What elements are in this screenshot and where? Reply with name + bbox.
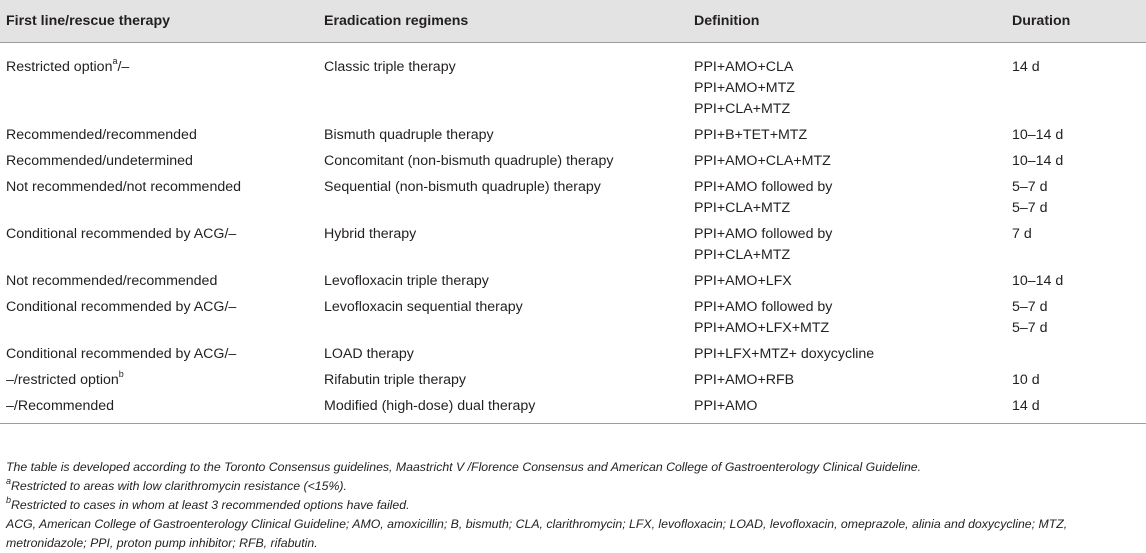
footnote-b-mark: b (6, 494, 12, 505)
duration-line: 14 d (1012, 59, 1040, 75)
table-footnotes (6, 458, 1142, 553)
therapy-text: –/restricted option (6, 372, 119, 388)
header-row (0, 0, 1146, 43)
cell-definition (688, 43, 1006, 121)
duration-line: 14 d (1012, 398, 1040, 414)
therapy-text: Recommended/recommended (6, 127, 197, 143)
duration-line: 10–14 d (1012, 127, 1064, 143)
definition-line: PPI+LFX+MTZ+ doxycycline (694, 346, 875, 362)
therapy-text: Conditional recommended by ACG/– (6, 226, 237, 242)
table-row (0, 391, 1146, 424)
cell-regimen: Concomitant (non-bismuth quadruple) therapy (324, 153, 614, 169)
table-row (0, 292, 1146, 339)
therapy-suffix: /– (117, 59, 130, 75)
definition-line: PPI+CLA+MTZ (694, 200, 791, 216)
therapy-footnote-mark: b (118, 369, 124, 380)
definition-line: PPI+AMO+MTZ (694, 80, 795, 96)
table-row (0, 365, 1146, 391)
therapy-text: –/Recommended (6, 398, 115, 414)
footnote-abbreviations: ACG, American College of Gastroenterology Clinical Guideline; AMO, amoxicillin; B, bismuth; CLA, clarithromycin; LFX, levofloxacin; LOAD, levofloxacin, omeprazole, alinia and doxycycline; MTZ, metronidazole; PPI, proton pump inhibitor; RFB, rifabutin. (6, 517, 1068, 550)
therapy-text: Conditional recommended by ACG/– (6, 346, 237, 362)
definition-line: PPI+AMO+CLA+MTZ (694, 153, 831, 169)
cell-definition (688, 292, 1006, 339)
therapy-text: Not recommended/not recommended (6, 179, 242, 195)
table-row (0, 339, 1146, 365)
cell-regimen: Levofloxacin sequential therapy (324, 299, 523, 315)
table-row (0, 266, 1146, 292)
cell-duration (1006, 172, 1146, 219)
header-definition: Definition (688, 0, 1006, 43)
table-header (0, 0, 1146, 43)
cell-therapy (0, 365, 318, 391)
header-therapy: First line/rescue therapy (0, 0, 318, 43)
header-duration: Duration (1006, 0, 1146, 43)
cell-definition (688, 219, 1006, 266)
cell-therapy (0, 219, 318, 266)
cell-duration (1006, 365, 1146, 391)
cell-regimen: Rifabutin triple therapy (324, 372, 466, 388)
footnote-b (6, 496, 1142, 515)
therapy-text: Not recommended/recommended (6, 273, 218, 289)
cell-definition (688, 146, 1006, 172)
duration-line: 5–7 d (1012, 320, 1048, 336)
cell-therapy (0, 172, 318, 219)
cell-definition (688, 365, 1006, 391)
cell-regimen: Modified (high-dose) dual therapy (318, 391, 688, 424)
table-row (0, 43, 1146, 121)
definition-line: PPI+AMO followed by (694, 179, 833, 195)
cell-therapy (0, 292, 318, 339)
cell-regimen: LOAD therapy (324, 346, 414, 362)
therapy-footnote-mark: a (112, 56, 118, 67)
cell-regimen: Levofloxacin triple therapy (324, 273, 489, 289)
cell-duration (1006, 339, 1146, 365)
therapy-text: Restricted option (6, 59, 113, 75)
definition-line: PPI+AMO followed by (694, 226, 833, 242)
table-row (0, 146, 1146, 172)
cell-duration (1006, 219, 1146, 266)
cell-definition (688, 391, 1006, 424)
cell-therapy (0, 391, 318, 424)
cell-definition (688, 120, 1006, 146)
therapy-text: Conditional recommended by ACG/– (6, 299, 237, 315)
cell-duration (1006, 146, 1146, 172)
duration-line: 5–7 d (1012, 200, 1048, 216)
cell-therapy (0, 339, 318, 365)
definition-line: PPI+CLA+MTZ (694, 101, 791, 117)
cell-duration (1006, 391, 1146, 424)
cell-definition (688, 339, 1006, 365)
cell-regimen: Bismuth quadruple therapy (324, 127, 494, 143)
table-body (0, 43, 1146, 424)
header-regimen: Eradication regimens (318, 0, 688, 43)
footnote-b-text: Restricted to cases in whom at least 3 recommended options have failed. (11, 498, 410, 512)
table-row (0, 172, 1146, 219)
footnote-a-mark: a (6, 475, 12, 486)
definition-line: PPI+AMO+CLA (694, 59, 794, 75)
footnote-a-text: Restricted to areas with low clarithromycin resistance (<15%). (11, 479, 347, 493)
cell-therapy (0, 43, 318, 121)
cell-regimen: Hybrid therapy (324, 226, 417, 242)
cell-duration (1006, 43, 1146, 121)
duration-line: 10–14 d (1012, 273, 1064, 289)
definition-line: PPI+B+TET+MTZ (694, 127, 808, 143)
definition-line: PPI+CLA+MTZ (694, 247, 791, 263)
cell-regimen: Classic triple therapy (324, 59, 456, 75)
cell-regimen: Sequential (non-bismuth quadruple) therapy (324, 179, 601, 195)
cell-duration (1006, 120, 1146, 146)
footnote-a (6, 477, 1142, 496)
cell-therapy (0, 146, 318, 172)
cell-therapy (0, 266, 318, 292)
definition-line: PPI+AMO followed by (694, 299, 833, 315)
definition-line: PPI+AMO+LFX+MTZ (694, 320, 830, 336)
cell-therapy (0, 120, 318, 146)
cell-duration (1006, 292, 1146, 339)
duration-line: 10 d (1012, 372, 1040, 388)
duration-line: 5–7 d (1012, 299, 1048, 315)
definition-line: PPI+AMO (694, 398, 758, 414)
cell-definition (688, 266, 1006, 292)
duration-line: 5–7 d (1012, 179, 1048, 195)
cell-definition (688, 172, 1006, 219)
table-row (0, 219, 1146, 266)
definition-line: PPI+AMO+LFX (694, 273, 792, 289)
table-row (0, 120, 1146, 146)
duration-line: 10–14 d (1012, 153, 1064, 169)
therapy-text: Recommended/undetermined (6, 153, 193, 169)
cell-duration (1006, 266, 1146, 292)
definition-line: PPI+AMO+RFB (694, 372, 795, 388)
duration-line: 7 d (1012, 226, 1032, 242)
footnote-intro: The table is developed according to the Toronto Consensus guidelines, Maastricht V /Florence Consensus and American College of Gastroenterology Clinical Guideline. (6, 460, 922, 474)
